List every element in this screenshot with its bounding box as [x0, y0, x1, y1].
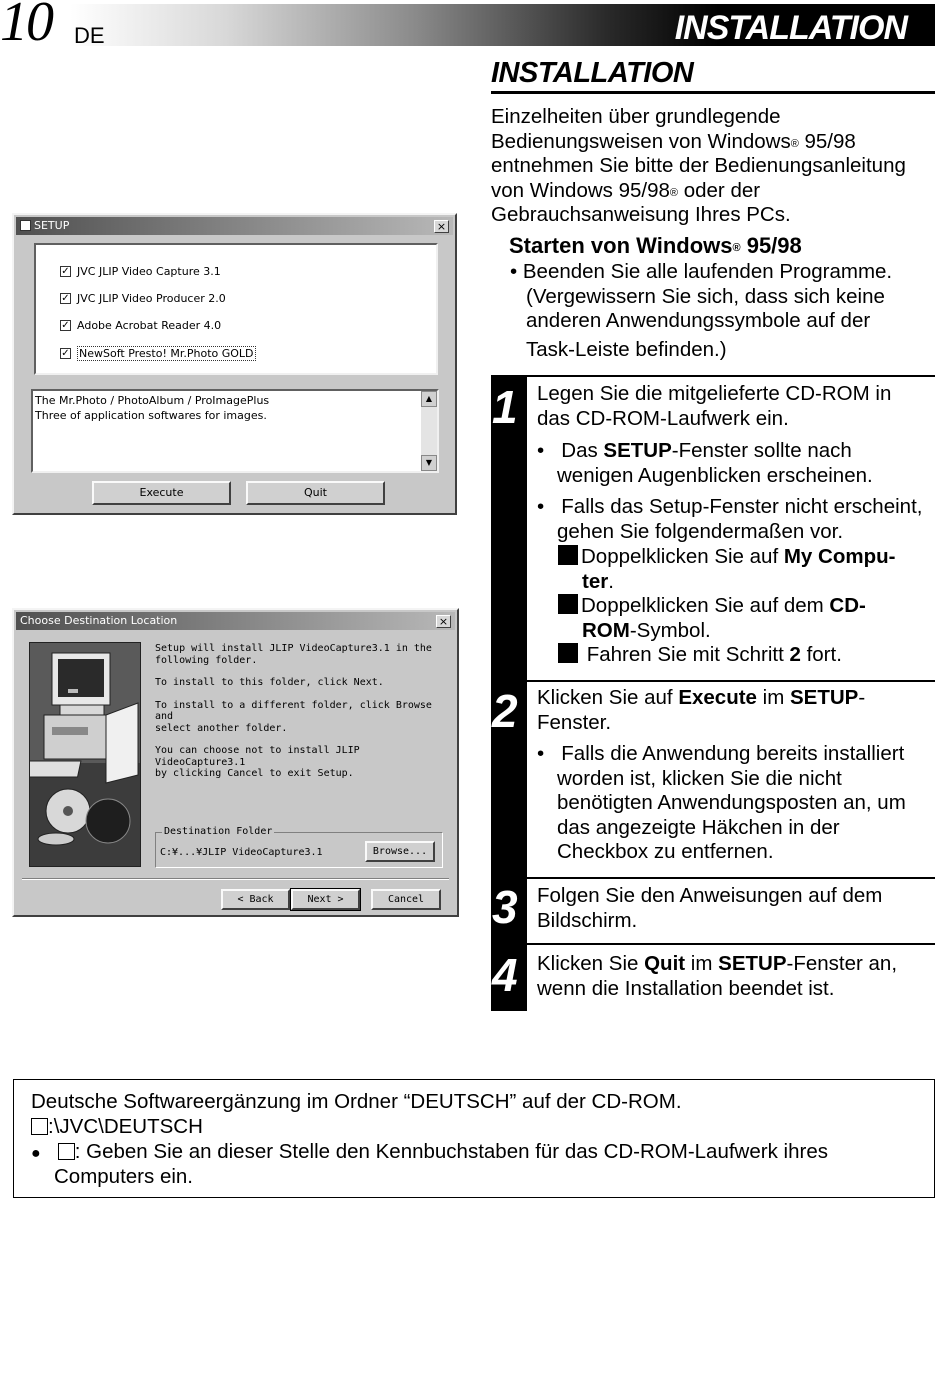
section-title: INSTALLATION [491, 57, 694, 89]
checkbox-checked-icon[interactable]: ✓ [61, 266, 70, 277]
start-windows-bullet: • Beenden Sie alle laufenden Programme. (Vergewissern Sie sich, dass sich keine anderen Anwendungssymbole auf der Task-Leiste befinden.) [510, 260, 893, 361]
step-3-text: Folgen Sie den Anweisungen auf dem Bildschirm. [537, 884, 883, 932]
setup-item-acrobat-reader[interactable]: ✓ Adobe Acrobat Reader 4.0 [61, 319, 222, 332]
page-language: DE [74, 23, 105, 48]
drive-letter-placeholder-icon [31, 1118, 48, 1135]
german-software-note [13, 1079, 935, 1198]
destination-path: C:¥...¥JLIP VideoCapture3.1 [160, 847, 323, 858]
step-4-number: 4 [492, 949, 518, 1001]
note-line-3: ● : Geben Sie an dieser Stelle den Kennbuchstaben für das CD-ROM-Laufwerk ihres [31, 1140, 828, 1163]
scrollbar[interactable] [421, 391, 437, 471]
quit-button[interactable]: Quit [246, 481, 385, 505]
browse-button[interactable]: Browse... [365, 841, 435, 862]
step-2-number: 2 [492, 685, 518, 737]
cancel-button[interactable]: Cancel [371, 889, 441, 910]
installer-illustration [29, 642, 141, 867]
step-3-number: 3 [492, 881, 518, 933]
step-1-rule [491, 375, 935, 377]
close-icon[interactable]: × [434, 220, 449, 233]
next-button[interactable]: Next > [291, 889, 360, 910]
page-number: 10 [0, 0, 52, 53]
step-4-rule [491, 943, 935, 945]
close-icon[interactable]: × [436, 615, 451, 628]
section-rule [491, 91, 935, 94]
step-1-sub-steps: Doppelklicken Sie auf My Compu- ter. Doppelklicken Sie auf dem CD- ROM-Symbol. Fahren Sie mit Schritt 2 fort. [558, 545, 936, 668]
note-line-2: :\JVC\DEUTSCH [31, 1115, 203, 1140]
setup-item-video-producer[interactable]: ✓ JVC JLIP Video Producer 2.0 [61, 292, 226, 305]
step-1-text: Legen Sie die mitgelieferte CD-ROM in das CD-ROM-Laufwerk ein. [537, 382, 892, 430]
step-2-rule [491, 680, 935, 682]
step-1-bullet-1: • Das SETUP-Fenster sollte nach wenigen Augenblicken erscheinen. [537, 439, 873, 487]
header-bar [70, 4, 935, 46]
note-line-1: Deutsche Softwareergänzung im Ordner “DEUTSCH” auf der CD-ROM. [31, 1090, 682, 1113]
header-title: INSTALLATION [674, 9, 907, 47]
setup-dialog [12, 213, 457, 515]
step-1-bullet-2: • Falls das Setup-Fenster nicht erscheint, gehen Sie folgendermaßen vor. [537, 495, 923, 543]
destination-folder-label: Destination Folder [164, 826, 273, 837]
execute-button[interactable]: Execute [92, 481, 231, 505]
drive-letter-placeholder-icon [58, 1143, 75, 1160]
step-4-text: Klicken Sie Quit im SETUP-Fenster an, wenn die Installation beendet ist. [537, 952, 898, 1000]
destination-folder-group [155, 826, 443, 868]
checkbox-checked-icon[interactable]: ✓ [61, 320, 70, 331]
subheading-start-windows: Starten von Windows® 95/98 [509, 233, 802, 258]
setup-item-mr-photo[interactable]: ✓ NewSoft Presto! Mr.Photo GOLD [61, 347, 254, 360]
destination-instructions: Setup will install JLIP VideoCapture3.1 in the following folder. To install to this folder, click Next. To install to a different folder, click Browse and select another folder. You can choose not to install JLIP VideoCapture3.1 by clicking Cancel to exit Setup. [155, 643, 432, 779]
destination-dialog [12, 608, 459, 917]
intro-paragraph: Einzelheiten über grundlegende Bedienungsweisen von Windows® 95/98 entnehmen Sie bitte der Bedienungsanleitung von Windows 95/98® oder der Gebrauchsanweisung Ihres PCs. [491, 105, 906, 227]
step-2-text: Klicken Sie auf Execute im SETUP- Fenster. [537, 686, 866, 734]
dialog-separator [22, 878, 449, 880]
scroll-down-icon[interactable]: ▼ [421, 455, 437, 471]
setup-app-icon [20, 220, 31, 231]
setup-dialog-titlebar: SETUP × [16, 217, 453, 235]
destination-dialog-titlebar: Choose Destination Location × [16, 612, 455, 630]
checkbox-checked-icon[interactable]: ✓ [61, 348, 70, 359]
step-2-bullet: • Falls die Anwendung bereits installiert worden ist, klicken Sie die nicht benötigten Anwendungsposten an, um das angezeigte Häkchen in der Checkbox zu entfernen. [537, 742, 906, 864]
computer-disc-icon [30, 643, 141, 867]
note-line-4: Computers ein. [54, 1165, 194, 1188]
step-1-number: 1 [492, 381, 518, 433]
scroll-up-icon[interactable]: ▲ [421, 391, 437, 407]
step-3-rule [491, 877, 935, 879]
back-button[interactable]: < Back [221, 889, 290, 910]
setup-item-video-capture[interactable]: ✓ JVC JLIP Video Capture 3.1 [61, 265, 221, 278]
setup-description-box: The Mr.Photo / PhotoAlbum / ProImagePlus Three of application softwares for images. ▲ ▼ [31, 389, 439, 473]
checkbox-checked-icon[interactable]: ✓ [61, 293, 70, 304]
setup-item-list [34, 243, 438, 375]
